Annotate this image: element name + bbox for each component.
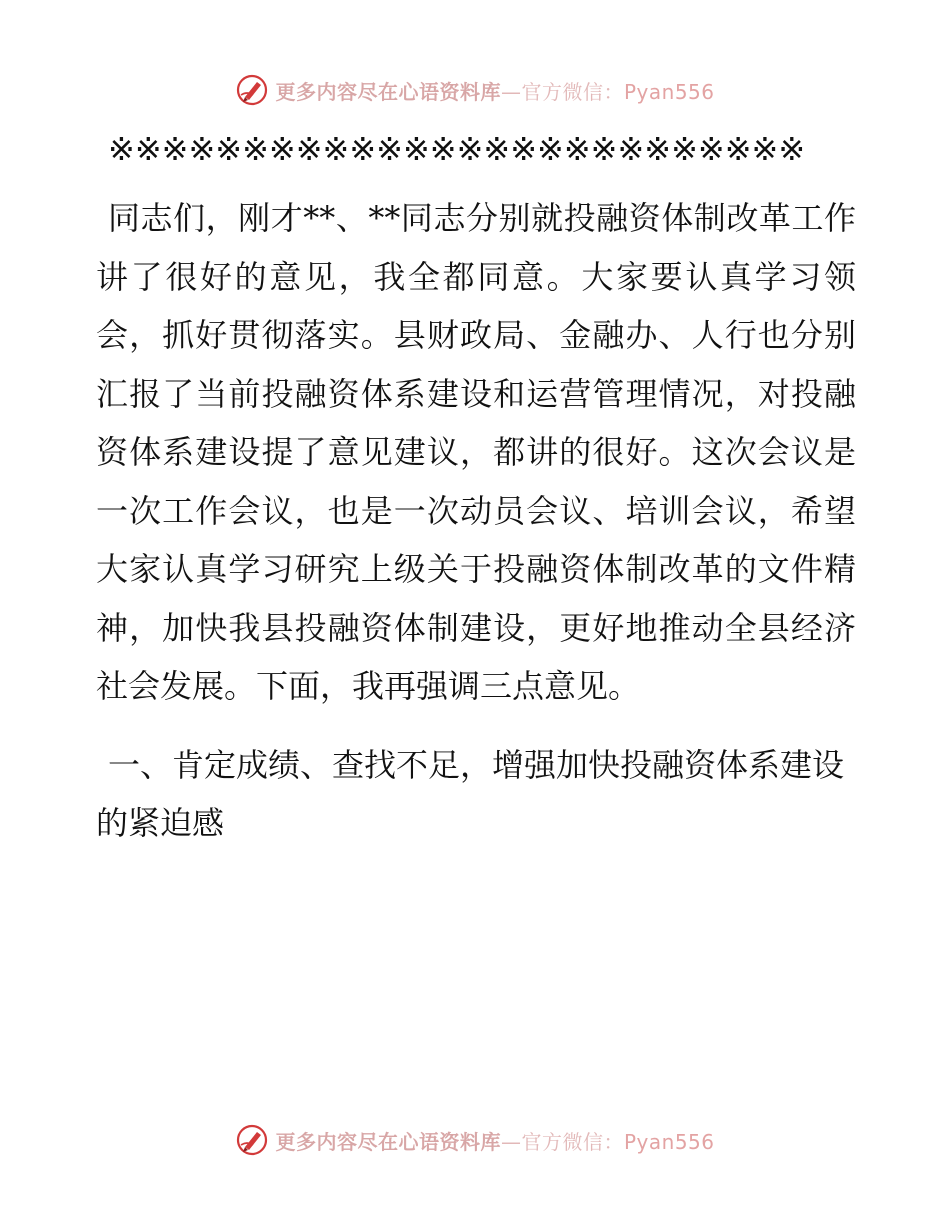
watermark-wechat-label: —官方微信： [500, 1129, 624, 1154]
watermark-text [275, 76, 714, 105]
watermark-text [275, 1126, 714, 1155]
watermark-wechat-label: —官方微信： [500, 79, 624, 104]
section-heading: 一、肯定成绩、查找不足，增强加快投融资体系建设的紧迫感 [96, 745, 845, 842]
pen-logo-icon [235, 73, 269, 107]
symbol-divider: ※※※※※※※※※※※※※※※※※※※※※※※※※※ [108, 130, 806, 168]
watermark-library-name: 更多内容尽在心语资料库 [275, 79, 501, 104]
body-paragraph: 同志们，刚才**、**同志分别就投融资体制改革工作讲了很好的意见，我全都同意。大家要认真学习领会，抓好贯彻落实。县财政局、金融办、人行也分别汇报了当前投融资体系建设和运营管理情况，对投融资体系建设提了意见建议，都讲的很好。这次会议是一次工作会议，也是一次动员会议、培训会议，希望大家认真学习研究上级关于投融资体制改革的文件精神，加快我县投融资体制建设，更好地推动全县经济社会发展。下面，我再强调三点意见。 [96, 199, 856, 705]
watermark-wechat-id: Pyan556 [623, 1129, 715, 1154]
document-body [96, 123, 856, 853]
watermark-library-name: 更多内容尽在心语资料库 [275, 1129, 501, 1154]
watermark-wechat-id: Pyan556 [623, 79, 715, 104]
header-watermark [0, 70, 950, 110]
footer-watermark [0, 1120, 950, 1160]
pen-logo-icon [235, 1123, 269, 1157]
